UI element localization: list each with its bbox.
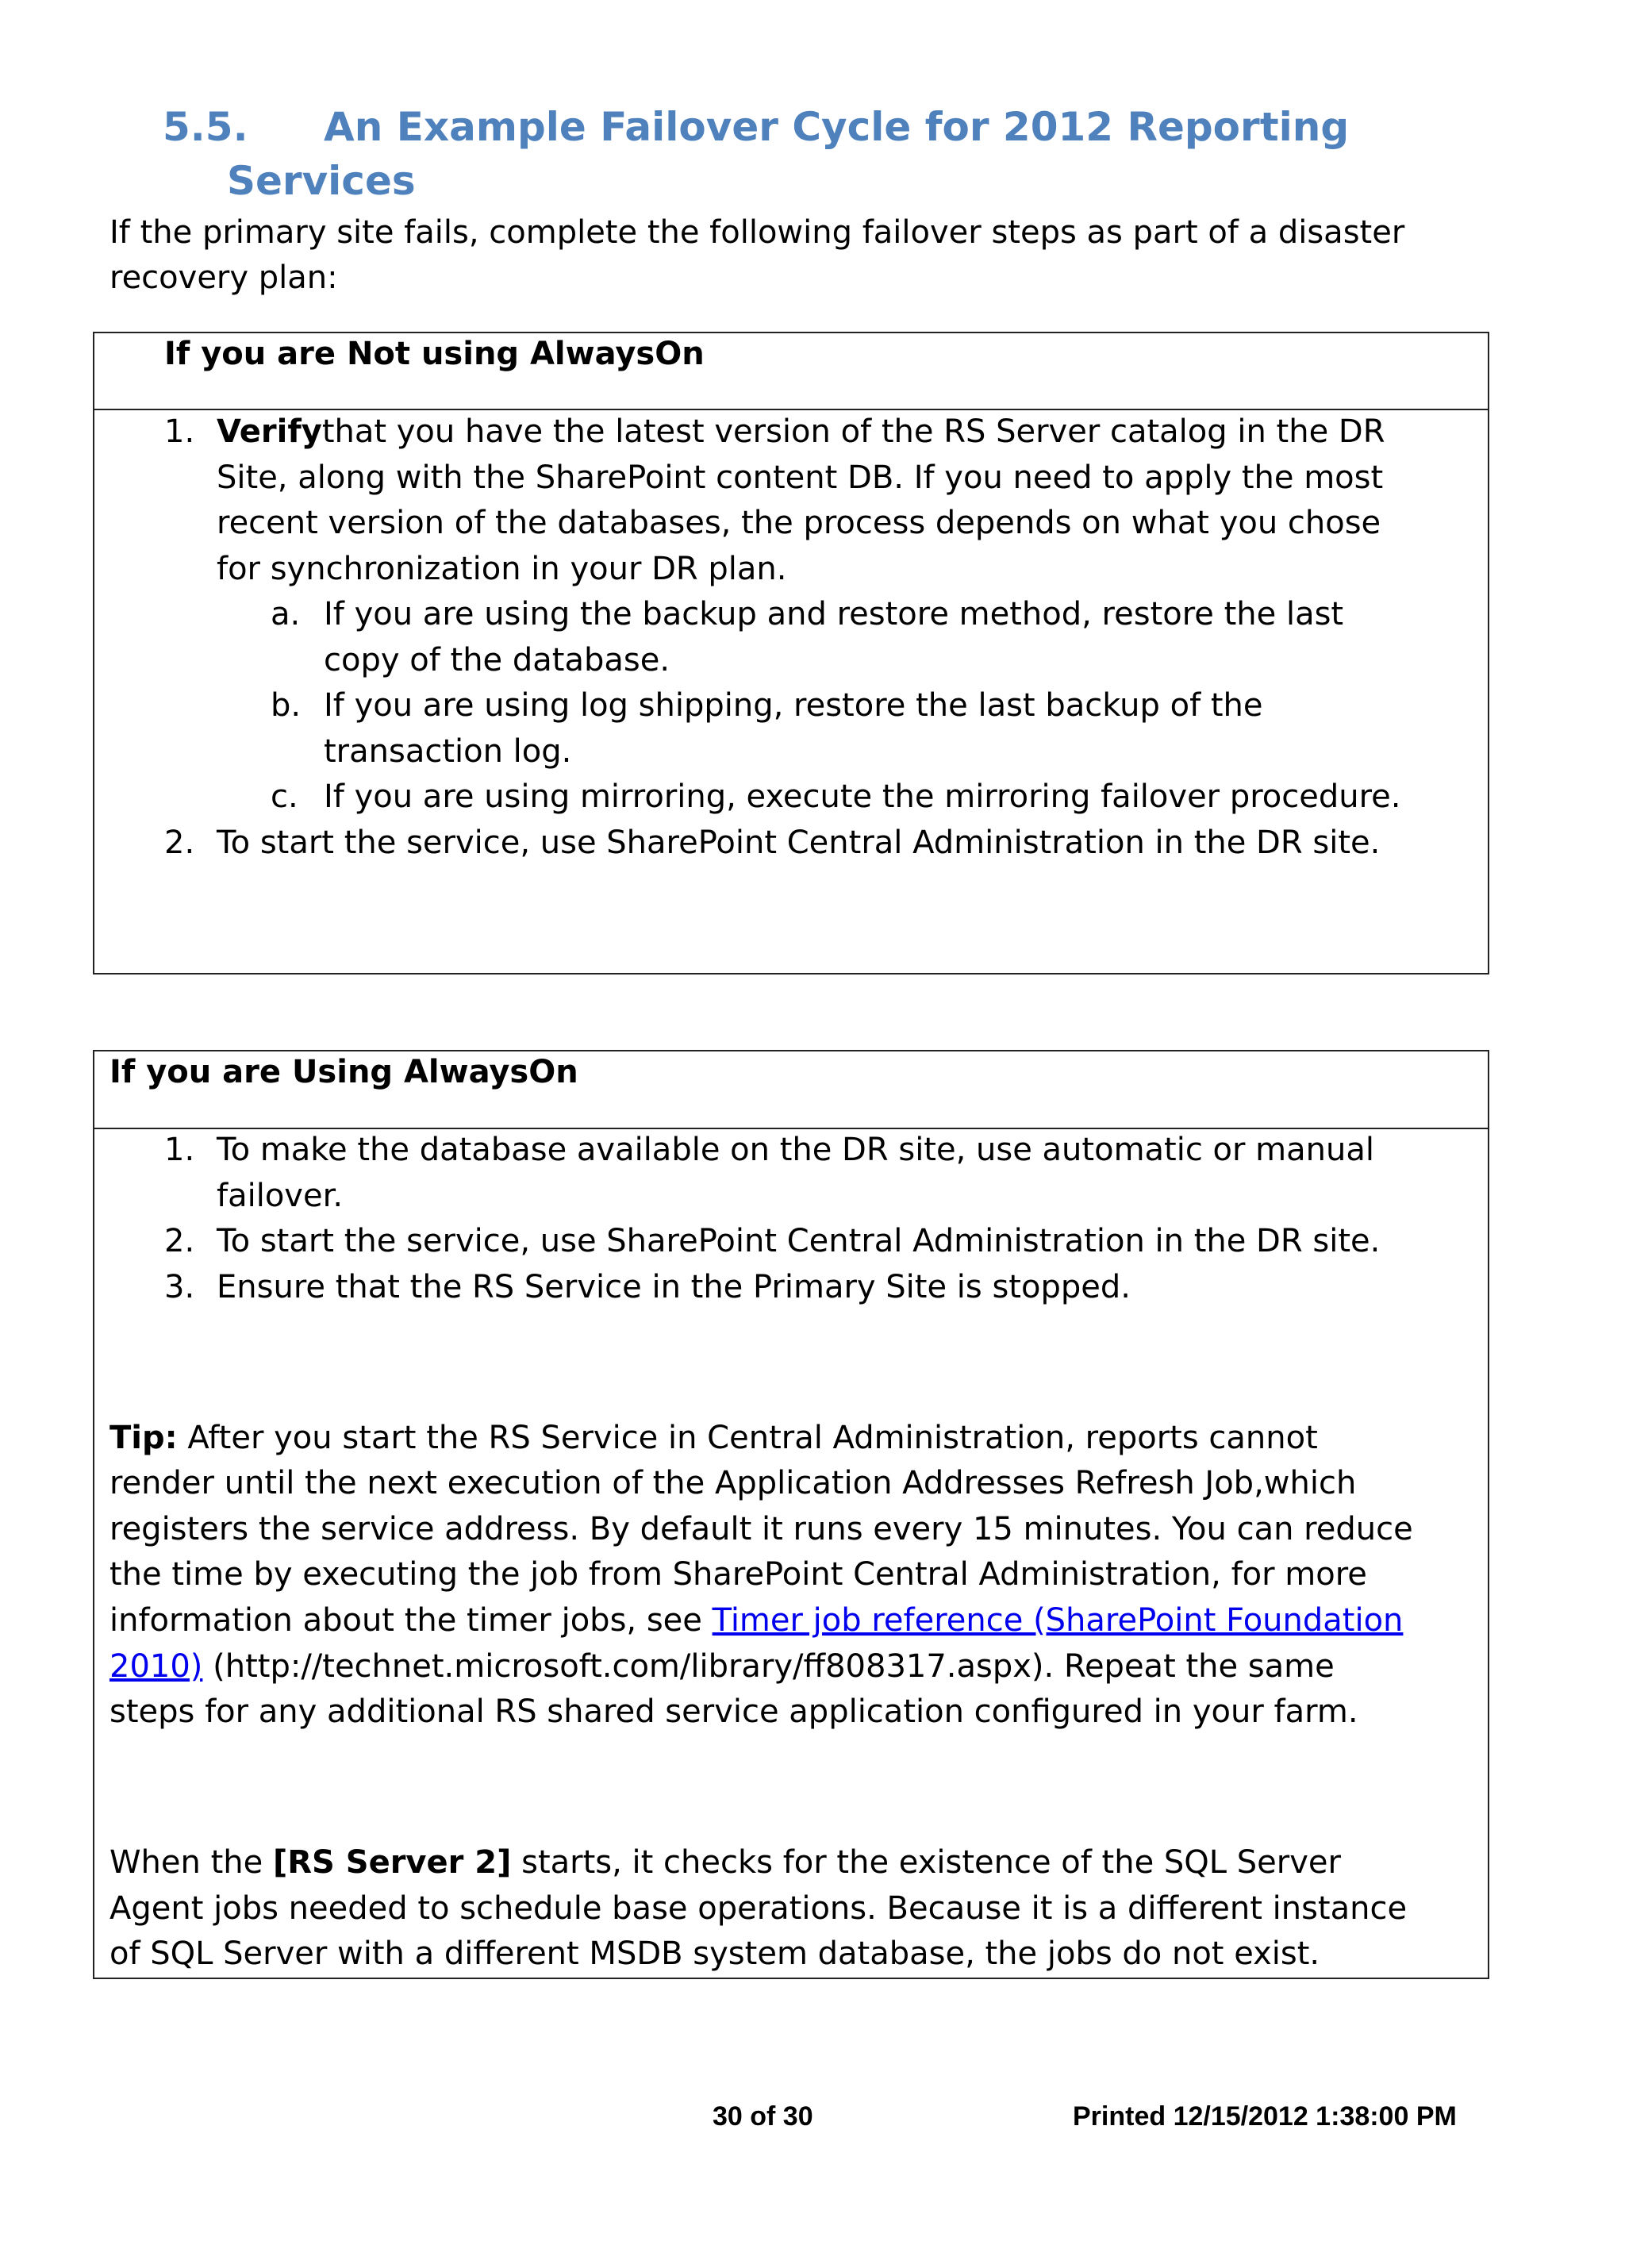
list-item-text xyxy=(217,409,1385,455)
intro-text: If the primary site fails, complete the following failover steps as part of a disaster xyxy=(109,214,1405,251)
sub-item-text: If you are using the backup and restore method, restore the last xyxy=(324,596,1344,632)
sub-item-text: transaction log. xyxy=(324,733,572,770)
list-item-text: recent version of the databases, the process depends on what you chose xyxy=(217,505,1381,541)
sub-item-text: If you are using log shipping, restore the last backup of the xyxy=(324,687,1263,724)
sub-letter: b. xyxy=(271,687,302,724)
sub-item-text: copy of the database. xyxy=(324,642,670,678)
list-item-text: for synchronization in your DR plan. xyxy=(217,551,787,587)
text: starts, it checks for the existence of the SQL Server xyxy=(511,1844,1341,1881)
list-item-text: Site, along with the SharePoint content DB. If you need to apply the most xyxy=(217,459,1384,496)
text: After you start the RS Service in Central Administration, reports cannot xyxy=(177,1420,1318,1456)
intro-text: recovery plan: xyxy=(109,259,338,296)
tip-text: the time by executing the job from SharePoint Central Administration, for more xyxy=(109,1556,1367,1593)
tip-text xyxy=(109,1415,1318,1461)
tip-text xyxy=(109,1597,1403,1643)
list-number: 1. xyxy=(164,413,195,450)
timer-job-link[interactable]: 2010) xyxy=(109,1648,203,1685)
text: When the xyxy=(109,1844,273,1881)
list-item-text: To start the service, use SharePoint Central Administration in the DR site. xyxy=(217,825,1381,861)
when-text: of SQL Server with a different MSDB system database, the jobs do not exist. xyxy=(109,1935,1320,1972)
list-item-text: Ensure that the RS Service in the Primary Site is stopped. xyxy=(217,1269,1131,1305)
timer-job-link[interactable]: Timer job reference (SharePoint Foundation xyxy=(712,1602,1404,1639)
when-text: Agent jobs needed to schedule base operations. Because it is a different instance xyxy=(109,1890,1408,1927)
list-number: 1. xyxy=(164,1132,195,1168)
printed-date: Printed 12/15/2012 1:38:00 PM xyxy=(1073,2101,1457,2132)
list-item-text: To start the service, use SharePoint Central Administration in the DR site. xyxy=(217,1223,1381,1259)
tip-text xyxy=(109,1643,1335,1689)
section-title: An Example Failover Cycle for 2012 Reporting xyxy=(324,104,1350,150)
tip-text: registers the service address. By default it runs every 15 minutes. You can reduce xyxy=(109,1511,1413,1547)
section-number: 5.5. xyxy=(163,104,248,150)
rs-server-2: [RS Server 2] xyxy=(272,1844,512,1881)
sub-letter: a. xyxy=(271,596,301,632)
list-item-text: failover. xyxy=(217,1178,344,1214)
text: that you have the latest version of the RS Server catalog in the DR xyxy=(321,413,1385,450)
text: (http://technet.microsoft.com/library/ff808317.aspx). Repeat the same xyxy=(202,1648,1335,1685)
list-number: 3. xyxy=(164,1269,195,1305)
page-number: 30 of 30 xyxy=(713,2101,813,2132)
table-header: If you are Using AlwaysOn xyxy=(109,1054,578,1090)
list-item-text: To make the database available on the DR site, use automatic or manual xyxy=(217,1132,1374,1168)
text: information about the timer jobs, see xyxy=(109,1602,713,1639)
list-number: 2. xyxy=(164,1223,195,1259)
list-number: 2. xyxy=(164,825,195,861)
tip-text: render until the next execution of the Application Addresses Refresh Job,which xyxy=(109,1465,1357,1501)
when-text xyxy=(109,1839,1341,1886)
tip-label: Tip: xyxy=(109,1420,178,1456)
tip-text: steps for any additional RS shared service application configured in your farm. xyxy=(109,1693,1358,1730)
sub-letter: c. xyxy=(271,778,298,815)
table-header: If you are Not using AlwaysOn xyxy=(164,336,705,372)
section-title-cont: Services xyxy=(227,158,416,204)
sub-item-text: If you are using mirroring, execute the mirroring failover procedure. xyxy=(324,778,1401,815)
bold-verify: Verify xyxy=(217,413,322,450)
